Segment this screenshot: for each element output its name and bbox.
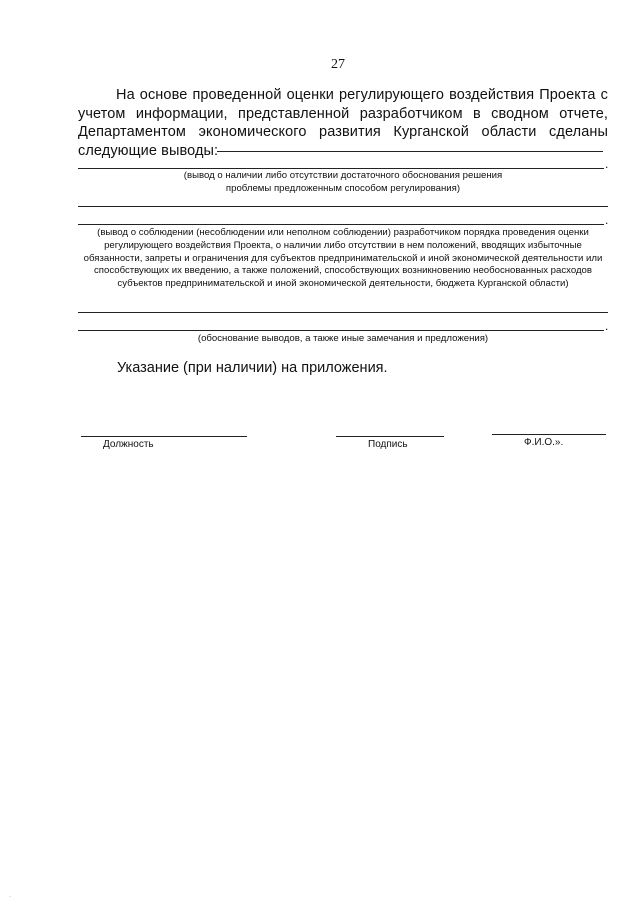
line-end-dot: . xyxy=(605,157,609,171)
intro-paragraph xyxy=(78,86,608,160)
name-label: Ф.И.О.». xyxy=(524,437,564,448)
signature-label: Подпись xyxy=(368,439,408,450)
caption-reasoning: (обоснование выводов, а также иные замечания и предложения) xyxy=(197,333,489,344)
conclusion-line-4[interactable] xyxy=(78,312,608,313)
conclusion-line-2[interactable] xyxy=(78,206,608,207)
caption-compliance: (вывод о соблюдении (несоблюдении или неполном соблюдении) разработчиком порядка проведения оценки регулирующего воздействия Проекта, о наличии либо отсутствии в нем положений, вводящих избыточные обязанности, запреты и ограничения для субъектов предпринимательской и иной экономической деятельности или способствующих их введению, а также положений, способствующих возникновению необоснованных расходов субъектов предпринимательской и иной экономической деятельности, бюджета Курганской области) xyxy=(83,227,603,290)
caption-justification: (вывод о наличии либо отсутствии достаточного обоснования решения проблемы предложенным способом регулирования) xyxy=(183,170,503,194)
position-signature-line[interactable] xyxy=(81,436,247,437)
conclusion-line-5[interactable] xyxy=(78,330,604,331)
signature-line[interactable] xyxy=(336,436,444,437)
page-number: 27 xyxy=(331,57,345,72)
position-label: Должность xyxy=(103,439,154,450)
conclusion-line-1[interactable] xyxy=(78,168,604,169)
name-signature-line[interactable] xyxy=(492,434,606,435)
conclusions-inline-line[interactable] xyxy=(217,151,603,152)
scan-margin-mark: · xyxy=(9,894,11,900)
attachments-note: Указание (при наличии) на приложения. xyxy=(117,360,388,376)
line-end-dot: . xyxy=(605,319,609,333)
line-end-dot: . xyxy=(605,213,609,227)
conclusion-line-3[interactable] xyxy=(78,224,604,225)
intro-text: На основе проведенной оценки регулирующего воздействия Проекта с учетом информации, представленной разработчиком в сводном отчете, Департаментом экономического развития Курганской области сделаны следующие выводы: xyxy=(78,87,608,159)
